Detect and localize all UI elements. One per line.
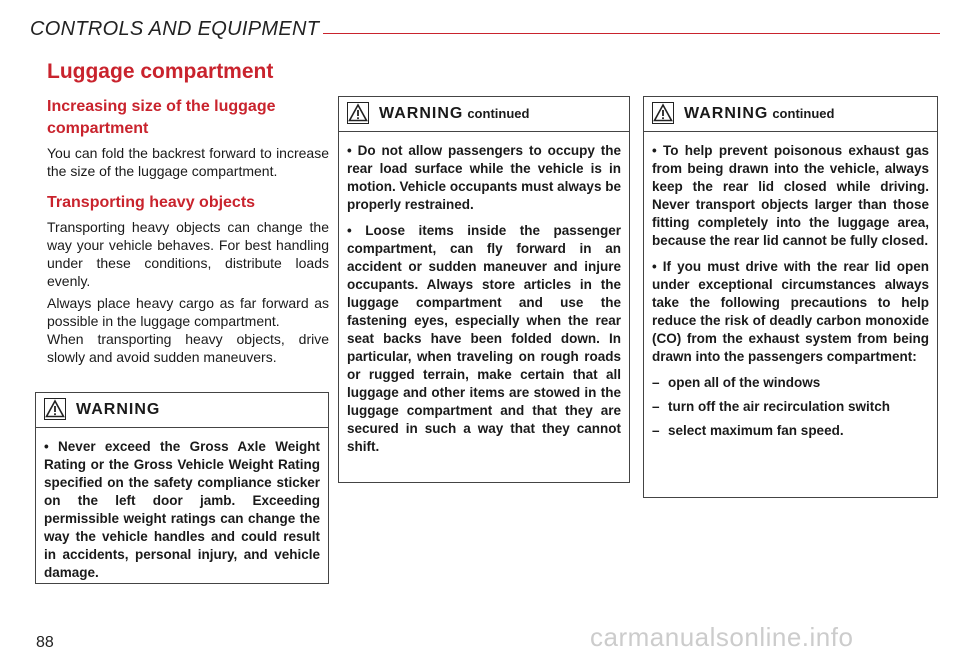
list-item: – select maximum fan speed. — [652, 423, 844, 438]
warning-label-text: WARNING — [684, 105, 769, 122]
watermark: carmanualsonline.info — [590, 622, 854, 652]
warning-box-3 — [643, 96, 938, 498]
transporting-heading: Transporting heavy objects — [47, 194, 256, 211]
warning-2-p2: • Loose items inside the passenger compartment, can fly forward in an accident or sudden maneuver and injure occupants. Always store articles in the luggage compartment and use the fastening eyes, especially when the rear seat backs have been folded down. In particular, when traveling on rough roads or rugged terrain, make certain that all luggage and other items are stowed in the luggage compartment and that they are secured in such a way that they cannot shift. — [347, 223, 621, 454]
warning-header — [644, 97, 937, 132]
warning-1-text: • Never exceed the Gross Axle Weight Rating or the Gross Vehicle Weight Rating specified on the safety compliance sticker on the left door jamb. Exceeding permissible weight ratings can change the way the vehicle handles and could result in accidents, personal injury, and vehicle damage. — [44, 439, 320, 580]
warning-box-1 — [35, 392, 329, 584]
warning-2-p1: • Do not allow passengers to occupy the rear load surface while the vehicle is in motion. Vehicle occupants must always be properly restrained. — [347, 143, 621, 212]
transporting-p1: Transporting heavy objects can change the way your vehicle behaves. For best handling under these conditions, distribute loads evenly. — [47, 219, 329, 289]
warning-3-p1: • To help prevent poisonous exhaust gas from being drawn into the vehicle, always keep the rear lid closed while driving. Never transport objects larger than those fitting completely into the luggage area, because the rear lid cannot be fully closed. — [652, 143, 929, 248]
page-header — [30, 18, 940, 48]
warning-header — [36, 393, 328, 428]
list-item-text: select maximum fan speed. — [668, 423, 844, 438]
list-item-text: turn off the air recirculation switch — [668, 399, 891, 414]
list-item: – open all of the windows — [652, 375, 821, 390]
warning-triangle-icon — [347, 102, 369, 124]
warning-box-2 — [338, 96, 630, 483]
warning-label — [684, 105, 834, 123]
warning-header — [339, 97, 629, 132]
increasing-text: You can fold the backrest forward to increase the size of the luggage compartment. — [47, 145, 329, 179]
column-1 — [47, 96, 329, 366]
warning-continued: continued — [467, 106, 530, 121]
list-item-text: open all of the windows — [668, 375, 821, 390]
warning-label: WARNING — [76, 401, 161, 418]
warning-triangle-icon — [652, 102, 674, 124]
transporting-p2: Always place heavy cargo as far forward as possible in the luggage compartment. — [47, 295, 329, 329]
page-number: 88 — [36, 634, 54, 651]
section-title: Luggage compartment — [47, 60, 274, 83]
increasing-heading: Increasing size of the luggage compartment — [47, 98, 276, 137]
warning-triangle-icon — [44, 398, 66, 420]
transporting-p3: When transporting heavy objects, drive slowly and avoid sudden maneuvers. — [47, 331, 329, 365]
warning-label-text: WARNING — [379, 105, 464, 122]
warning-body — [36, 428, 328, 598]
list-item: – turn off the air recirculation switch — [652, 399, 891, 414]
warning-body — [339, 132, 629, 472]
warning-continued: continued — [772, 106, 835, 121]
header-title: CONTROLS AND EQUIPMENT — [30, 18, 323, 41]
warning-body — [644, 132, 937, 454]
warning-label — [379, 105, 529, 123]
warning-3-p2: • If you must drive with the rear lid open under exceptional circumstances always take the following precautions to help reduce the risk of deadly carbon monoxide (CO) from the exhaust system from being drawn into the passengers compartment: — [652, 259, 929, 364]
